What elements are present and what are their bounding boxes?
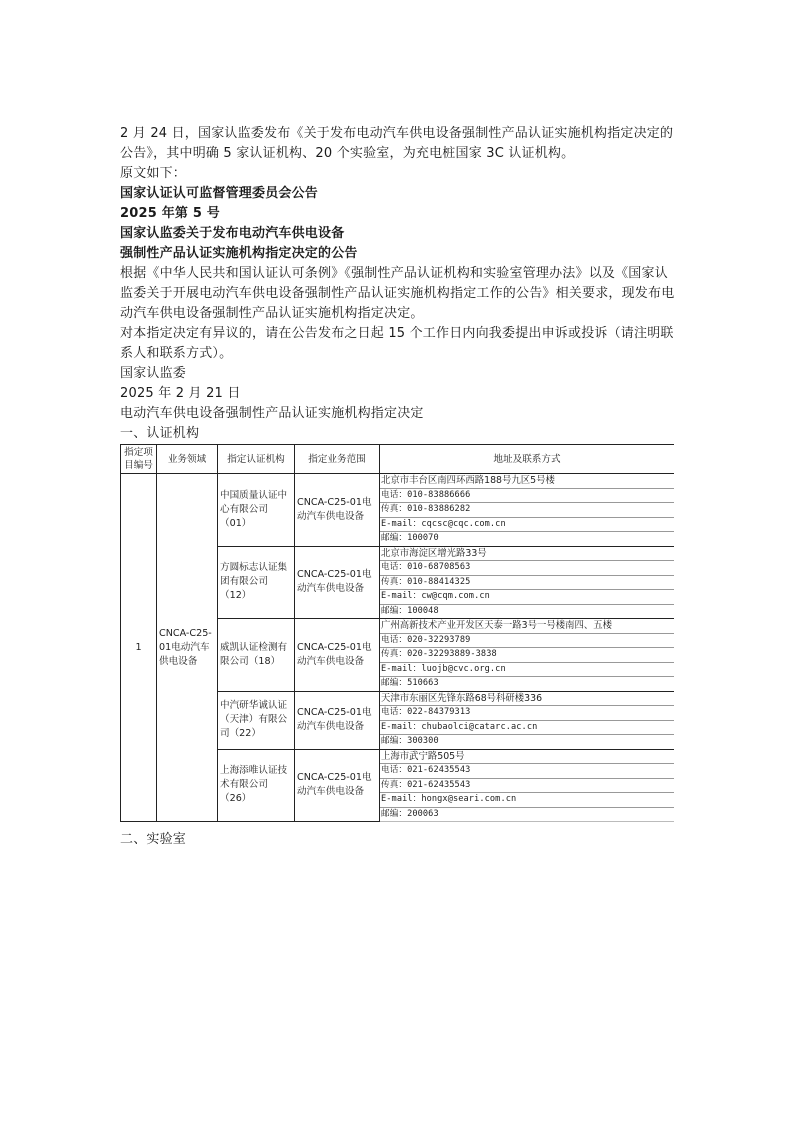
signer: 国家认监委 — [120, 366, 187, 381]
contact-phone: 电话：010-83886666 — [380, 489, 674, 504]
scope-cell — [295, 474, 380, 547]
scope-text: CNCA-C25-01电动汽车供电设备 — [297, 496, 372, 522]
project-no-cell: 1 — [121, 474, 157, 822]
section2-heading: 二、实验室 — [120, 832, 187, 847]
contact-phone: 电话：020-32293789 — [380, 634, 674, 649]
section1-heading: 一、认证机构 — [120, 426, 200, 441]
contact-fax: 传真：010-88414325 — [380, 576, 674, 591]
contact-cell — [380, 619, 675, 692]
header-business-field: 业务领域 — [157, 445, 218, 474]
contact-email: E-mail：cw@cqm.com.cn — [380, 590, 674, 605]
original-text-label: 原文如下： — [120, 166, 187, 181]
table-header-row — [121, 445, 675, 474]
issuer-title: 国家认证认可监督管理委员会公告 — [120, 186, 319, 201]
announcement-body-1: 根据《中华人民共和国认证认可条例》《强制性产品认证机构和实验室管理办法》以及《国家认监委关于开展电动汽车供电设备强制性产品认证实施机构指定工作的公告》相关要求，现发布电动汽车供电设备强制性产品认证实施机构指定决定。 — [120, 266, 675, 321]
contact-postcode: 邮编：510663 — [381, 678, 439, 688]
contact-phone: 电话：022-84379313 — [380, 706, 674, 721]
contact-email: E-mail：hongx@seari.com.cn — [380, 793, 674, 808]
header-address-contact: 地址及联系方式 — [380, 445, 675, 474]
org-name: 中国质量认证中心有限公司（01） — [220, 489, 288, 529]
announcement-title-line2: 强制性产品认证实施机构指定决定的公告 — [120, 246, 358, 261]
contact-cell — [380, 749, 675, 822]
decision-title: 电动汽车供电设备强制性产品认证实施机构指定决定 — [120, 406, 424, 421]
contact-email: E-mail：cqcsc@cqc.com.cn — [380, 518, 674, 533]
document-page — [120, 124, 680, 850]
contact-address: 北京市海淀区增光路33号 — [380, 547, 674, 562]
org-cell — [218, 546, 295, 619]
contact-address: 上海市武宁路505号 — [380, 750, 674, 765]
contact-email: E-mail：chubaolci@catarc.ac.cn — [380, 721, 674, 736]
org-name: 上海添唯认证技术有限公司（26） — [220, 765, 288, 805]
business-field-text: CNCA-C25-01电动汽车供电设备 — [159, 627, 212, 667]
contact-cell — [380, 546, 675, 619]
scope-cell — [295, 546, 380, 619]
announcement-title-line1: 国家认监委关于发布电动汽车供电设备 — [120, 226, 345, 241]
scope-text: CNCA-C25-01电动汽车供电设备 — [297, 772, 372, 798]
org-cell — [218, 474, 295, 547]
org-cell — [218, 749, 295, 822]
table-row — [121, 474, 675, 547]
contact-address: 天津市东丽区先锋东路68号科研楼336 — [380, 692, 674, 707]
scope-cell — [295, 691, 380, 749]
contact-email: E-mail：luojb@cvc.org.cn — [380, 663, 674, 678]
business-field-cell — [157, 474, 218, 822]
scope-text: CNCA-C25-01电动汽车供电设备 — [297, 641, 372, 667]
header-project-no: 指定项目编号 — [121, 445, 157, 474]
contact-phone: 电话：010-68708563 — [380, 561, 674, 576]
contact-postcode: 邮编：300300 — [381, 736, 439, 746]
contact-address: 北京市丰台区南四环西路188号九区5号楼 — [380, 474, 674, 489]
intro-paragraph: 2 月 24 日，国家认监委发布《关于发布电动汽车供电设备强制性产品认证实施机构指定决定的公告》，其中明确 5 家认证机构、20 个实验室，为充电桩国家 3C 认证机构。 — [120, 126, 674, 161]
scope-text: CNCA-C25-01电动汽车供电设备 — [297, 569, 372, 595]
org-name: 威凯认证检测有限公司（18） — [220, 641, 288, 667]
contact-phone: 电话：021-62435543 — [380, 764, 674, 779]
scope-cell — [295, 619, 380, 692]
contact-postcode: 邮编：200063 — [381, 808, 439, 819]
header-certification-body: 指定认证机构 — [218, 445, 295, 474]
contact-postcode: 邮编：100070 — [381, 533, 439, 543]
org-name: 中汽研华诚认证（天津）有限公司（22） — [220, 700, 288, 739]
contact-fax: 传真：021-62435543 — [380, 779, 674, 794]
contact-postcode: 邮编：100048 — [381, 605, 439, 616]
announcement-date: 2025 年 2 月 21 日 — [120, 386, 241, 401]
contact-cell — [380, 474, 675, 547]
scope-cell — [295, 749, 380, 822]
announcement-body-2: 对本指定决定有异议的，请在公告发布之日起 15 个工作日内向我委提出申诉或投诉（请注明联系人和联系方式）。 — [120, 326, 674, 361]
org-cell — [218, 691, 295, 749]
header-business-scope: 指定业务范围 — [295, 445, 380, 474]
contact-cell — [380, 691, 675, 749]
org-cell — [218, 619, 295, 692]
contact-fax: 传真：020-32293889-3838 — [380, 648, 674, 663]
scope-text: CNCA-C25-01电动汽车供电设备 — [297, 707, 372, 732]
org-name: 方圆标志认证集团有限公司（12） — [220, 562, 288, 602]
contact-address: 广州高新技术产业开发区天泰一路3号一号楼南四、五楼 — [380, 619, 674, 634]
announcement-number: 2025 年第 5 号 — [120, 206, 221, 221]
contact-fax: 传真：010-83886282 — [380, 503, 674, 518]
certification-bodies-table — [120, 444, 674, 822]
